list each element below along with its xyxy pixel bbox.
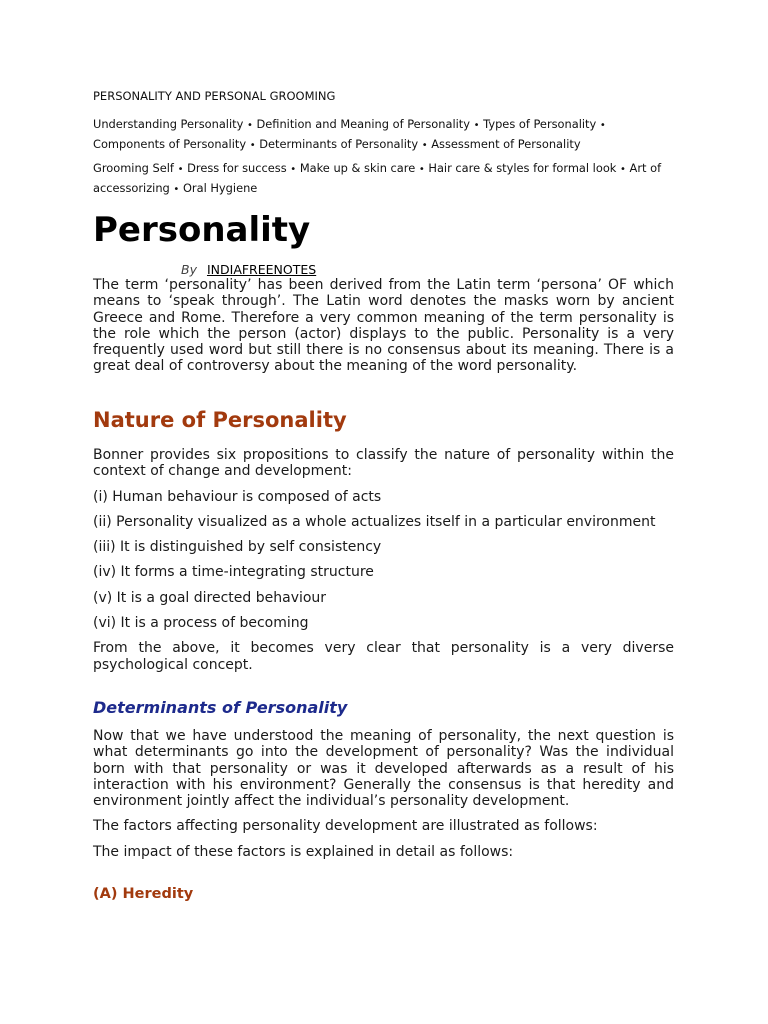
bullet-separator: •: [246, 120, 253, 131]
bullet-separator: •: [173, 184, 180, 195]
by-label: By: [181, 262, 197, 277]
bullet-separator: •: [290, 164, 297, 175]
author-link[interactable]: INDIAFREENOTES: [206, 262, 317, 277]
subheading-heredity: (A) Heredity: [93, 886, 194, 902]
topic-item: Components of Personality: [93, 137, 247, 151]
course-title: PERSONALITY AND PERSONAL GROOMING: [93, 89, 336, 103]
bullet-separator: •: [620, 164, 626, 175]
topics-list-1: [93, 115, 674, 155]
topic-item: Determinants of Personality: [259, 137, 419, 151]
proposition-item: (i) Human behaviour is composed of acts: [93, 488, 382, 505]
topic-item: Definition and Meaning of Personality: [256, 117, 470, 131]
determinants-paragraph: Now that we have understood the meaning of personality, the next question is what determinants go into the development of personality? Was the individual born with that personality or was it developed afterwards as a result of his interaction with his environment? Generally the consensus is that heredity and environment jointly affect the individual’s personality development.: [93, 728, 674, 810]
topic-item: Types of Personality: [483, 117, 597, 131]
bullet-separator: •: [421, 140, 428, 151]
article-title: Personality: [93, 210, 311, 250]
section-heading-nature: Nature of Personality: [93, 408, 347, 432]
topic-item: Hair care & styles for formal look: [428, 161, 617, 175]
topic-item: Understanding Personality: [93, 117, 244, 131]
nature-section: [93, 447, 674, 682]
section-heading-determinants: Determinants of Personality: [93, 698, 348, 717]
topic-item: Assessment of Personality: [431, 137, 581, 151]
topic-item: Make up & skin care: [299, 161, 416, 175]
topic-item: Art of accessorizing: [93, 161, 662, 195]
bullet-separator: •: [249, 140, 256, 151]
topic-item: Dress for success: [187, 161, 287, 175]
proposition-item: (vi) It is a process of becoming: [93, 615, 309, 632]
topic-item: Oral Hygiene: [182, 181, 258, 195]
bullet-separator: •: [473, 120, 480, 131]
proposition-item: (v) It is a goal directed behaviour: [93, 589, 327, 606]
proposition-item: (ii) Personality visualized as a whole actualizes itself in a particular environment: [93, 513, 656, 530]
bullet-separator: •: [418, 164, 425, 175]
bullet-separator: •: [177, 164, 184, 175]
topics-list-2: [93, 159, 674, 199]
proposition-item: (iii) It is distinguished by self consistency: [93, 539, 382, 556]
proposition-item: (iv) It forms a time-integrating structure: [93, 564, 374, 581]
nature-conclusion-paragraph: From the above, it becomes very clear that personality is a very diverse psychological concept.: [93, 640, 674, 673]
nature-lead-paragraph: Bonner provides six propositions to classify the nature of personality within the context of change and development:: [93, 447, 674, 480]
topic-item: Grooming Self: [93, 161, 174, 175]
determinants-paragraph: The factors affecting personality development are illustrated as follows:: [93, 818, 598, 835]
byline: [181, 262, 316, 277]
determinants-section: [93, 728, 674, 869]
intro-paragraph: The term ‘personality’ has been derived from the Latin term ‘persona’ OF which means to ‘speak through’. The Latin word denotes the masks worn by ancient Greece and Rome. Therefore a very common meaning of the term personality is the role which the person (actor) displays to the public. Personality is a very frequently used word but still there is no consensus about its meaning. There is a great deal of controversy about the meaning of the word personality.: [93, 277, 674, 375]
bullet-separator: •: [599, 120, 606, 131]
determinants-paragraph: The impact of these factors is explained in detail as follows:: [93, 843, 514, 860]
